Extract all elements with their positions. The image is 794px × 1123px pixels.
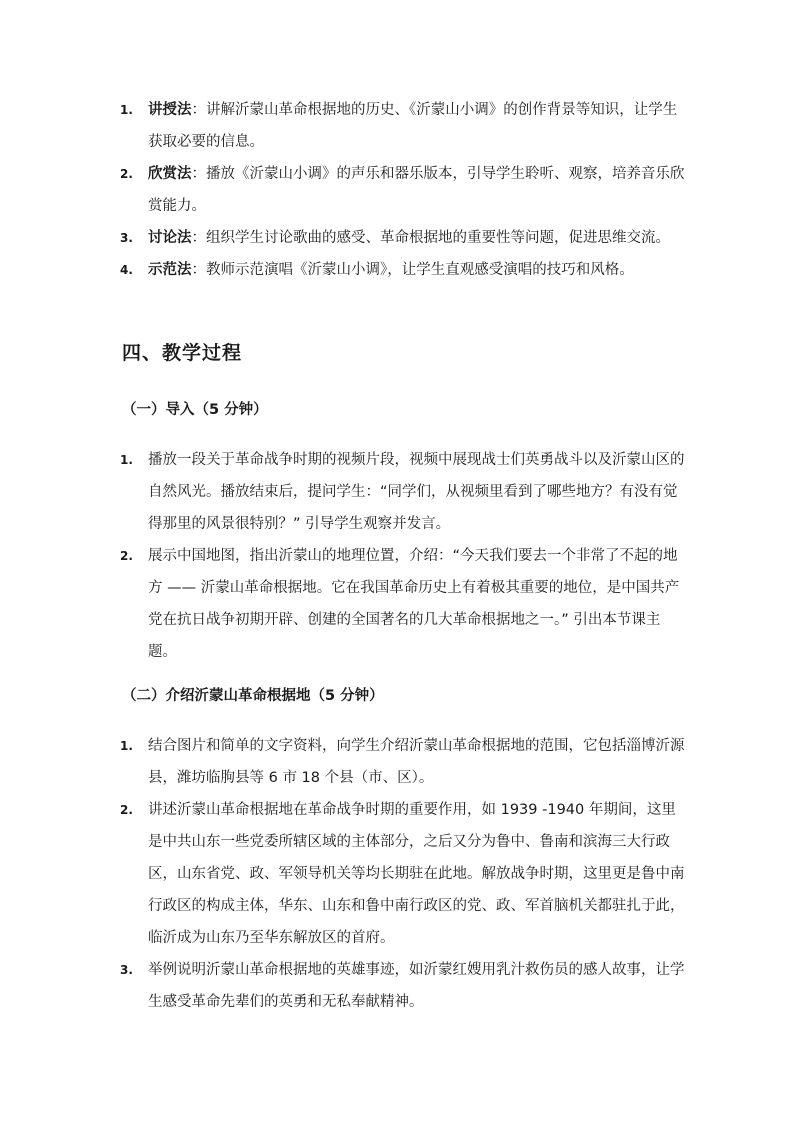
subsection-heading-base-intro: （二）介绍沂蒙山革命根据地（5 分钟） [122,688,384,704]
term-separator: ： [191,262,206,278]
list-number: 3. [120,963,133,977]
method-description: 讲解沂蒙山革命根据地的历史、《沂蒙山小调》的创作背景等知识，让学生获取必要的信息。 [148,102,678,150]
list-number: 3. [120,231,133,245]
method-term: 欣赏法 [148,166,192,182]
list-item-text: 讲述沂蒙山革命根据地在革命战争时期的重要作用，如 1939 -1940 年期间，这里是中共山东一些党委所辖区域的主体部分，之后又分为鲁中、鲁南和滨海三大行政区，山东省党、政、军领导机关等均长期驻在此地。解放战争时期，这里更是鲁中南行政区的构成主体，华东、山东和鲁中南行政区的党、政、军首脑机关都驻扎于此，临沂成为山东乃至华东解放区的首府。 [148,802,685,946]
base-intro-steps-list [0,730,688,1018]
list-item-text: 播放一段关于革命战争时期的视频片段，视频中展现战士们英勇战斗以及沂蒙山区的自然风光。播放结束后，提问学生：“同学们，从视频里看到了哪些地方？有没有觉得那里的风景很特别？” 引导学生观察并发言。 [148,452,685,532]
list-number: 1. [120,739,133,753]
list-number: 2. [120,167,133,181]
list-item [0,444,688,540]
list-item [0,222,688,254]
subsection-heading-intro: （一）导入（5 分钟） [122,402,268,418]
term-separator: ： [191,230,206,246]
method-term: 讨论法 [148,230,192,246]
list-number: 1. [120,453,133,467]
method-description: 组织学生讨论歌曲的感受、革命根据地的重要性等问题，促进思维交流。 [206,230,670,246]
list-item [0,730,688,794]
section-heading-teaching-process: 四、教学过程 [122,342,243,364]
method-term: 讲授法 [148,102,192,118]
list-item [0,94,688,158]
intro-steps-list [0,444,688,668]
list-item [0,954,688,1018]
term-separator: ： [191,166,206,182]
method-description: 播放《沂蒙山小调》的声乐和器乐版本，引导学生聆听、观察，培养音乐欣赏能力。 [148,166,685,214]
method-description: 教师示范演唱《沂蒙山小调》，让学生直观感受演唱的技巧和风格。 [206,262,634,278]
teaching-methods-list [0,94,688,286]
list-item [0,540,688,668]
list-number: 1. [120,103,133,117]
list-item [0,158,688,222]
method-term: 示范法 [148,262,192,278]
list-number: 4. [120,263,133,277]
list-item [0,254,688,286]
list-item-text: 展示中国地图，指出沂蒙山的地理位置，介绍：“今天我们要去一个非常了不起的地方 —— 沂蒙山革命根据地。它在我国革命历史上有着极其重要的地位，是中国共产党在抗日战争初期开辟、创建的全国著名的几大革命根据地之一。” 引出本节课主题。 [148,548,680,660]
list-item-text: 举例说明沂蒙山革命根据地的英雄事迹，如沂蒙红嫂用乳汁救伤员的感人故事，让学生感受革命先辈们的英勇和无私奉献精神。 [148,962,685,1010]
list-item [0,794,688,954]
list-number: 2. [120,549,133,563]
term-separator: ： [191,102,206,118]
list-item-text: 结合图片和简单的文字资料，向学生介绍沂蒙山革命根据地的范围，它包括淄博沂源县，潍坊临朐县等 6 市 18 个县（市、区）。 [148,738,685,786]
list-number: 2. [120,803,133,817]
